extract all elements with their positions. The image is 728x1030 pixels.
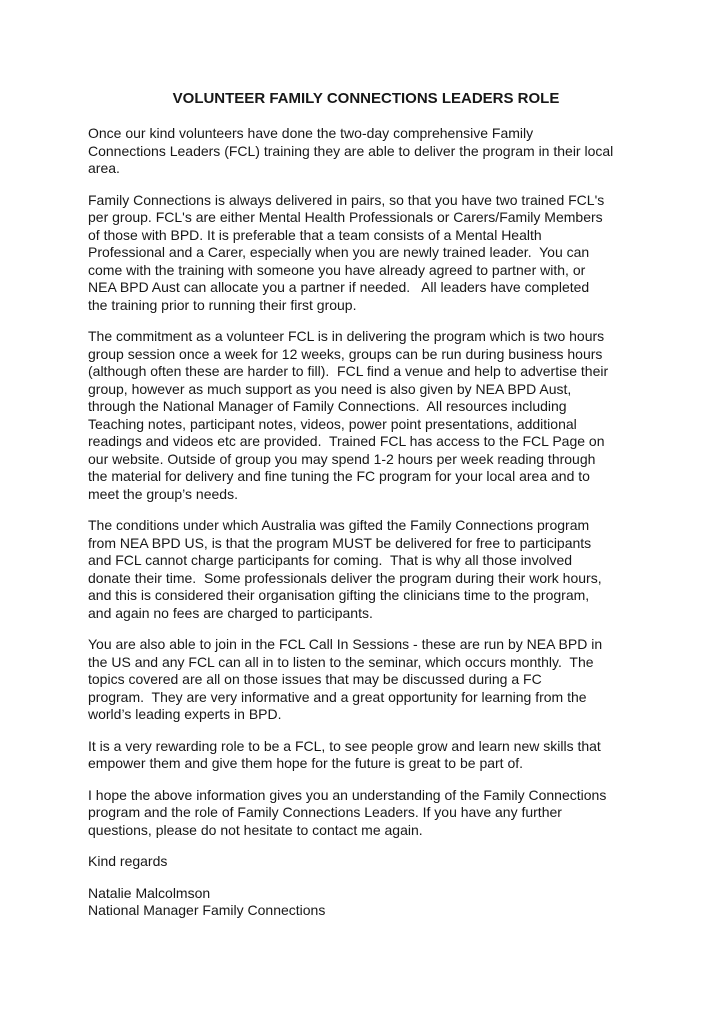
text-line: from NEA BPD US, is that the program MUST be delivered for free to participants [88,534,592,551]
text-line: (although often these are harder to fill). FCL find a venue and help to advertise their [88,363,609,379]
text-line: readings and videos etc are provided. Trained FCL has access to the FCL Page on [88,433,605,449]
text-line: It is a very rewarding role to be a FCL, to see people grow and learn new skills that [88,737,601,754]
text-line: group, however as much support as you need is also given by NEA BPD Aust, [88,380,572,397]
text-line: world’s leading experts in BPD. [88,706,282,722]
paragraph [88,328,644,503]
closing-salutation: Kind regards [88,853,168,869]
signature-role: National Manager Family Connections [88,902,326,918]
text-line: Family Connections is always delivered in pairs, so that you have two trained FCL's [88,191,605,208]
text-line: come with the training with someone you have already agreed to partner with, or [88,261,586,278]
text-line: and this is considered their organisation gifting the clinicians time to the program, [88,587,590,603]
text-line: Teaching notes, participant notes, videos, power point presentations, additional [88,415,577,432]
text-line: You are also able to join in the FCL Call In Sessions - these are run by NEA BPD in [88,636,603,652]
paragraph [88,125,644,178]
text-line: Professional and a Carer, especially when you are newly trained leader. You can [88,244,590,260]
paragraph [88,636,644,724]
paragraph [88,517,644,622]
paragraph [88,787,644,840]
text-line: and FCL cannot charge participants for coming. That is why all those involved [88,552,573,568]
text-line: our website. Outside of group you may spend 1-2 hours per week reading through [88,450,596,467]
text-line: and again no fees are charged to participants. [88,604,373,621]
text-line: Connections Leaders (FCL) training they are able to deliver the program in their local [88,142,614,159]
text-line: Once our kind volunteers have done the two-day comprehensive Family [88,125,534,141]
text-line: The commitment as a volunteer FCL is in delivering the program which is two hours [88,328,605,344]
text-line: the training prior to running their first group. [88,296,357,313]
text-line: donate their time. Some professionals deliver the program during their work hours, [88,569,602,586]
text-line: of those with BPD. It is preferable that a team consists of a Mental Health [88,226,542,243]
text-line: per group. FCL's are either Mental Health Professionals or Carers/Family Members [88,209,603,225]
text-line: through the National Manager of Family Connections. All resources including [88,398,567,414]
document-paragraphs [88,125,644,839]
signature-name: Natalie Malcolmson [88,884,211,901]
text-line: program and the role of Family Connections Leaders. If you have any further [88,804,562,820]
text-line: the material for delivery and fine tuning the FC program for your local area and to [88,468,590,484]
text-line: The conditions under which Australia was gifted the Family Connections program [88,517,590,533]
text-line: questions, please do not hesitate to contact me again. [88,821,423,838]
text-line: program. They are very informative and a great opportunity for learning from the [88,688,587,705]
text-line: group session once a week for 12 weeks, groups can be run during business hours [88,345,603,362]
document-title: VOLUNTEER FAMILY CONNECTIONS LEADERS ROLE [172,90,560,107]
paragraph [88,192,644,315]
text-line: the US and any FCL can all in to listen to the seminar, which occurs monthly. The [88,653,594,670]
text-line: area. [88,160,120,176]
signature-block [88,885,644,920]
text-line: meet the group’s needs. [88,485,238,502]
paragraph [88,738,644,773]
text-line: topics covered are all on those issues that may be discussed during a FC [88,671,542,687]
text-line: empower them and give them hope for the future is great to be part of. [88,755,524,771]
text-line: NEA BPD Aust can allocate you a partner if needed. All leaders have completed [88,279,590,295]
text-line: I hope the above information gives you an understanding of the Family Connections [88,786,607,803]
document-content [88,90,644,934]
